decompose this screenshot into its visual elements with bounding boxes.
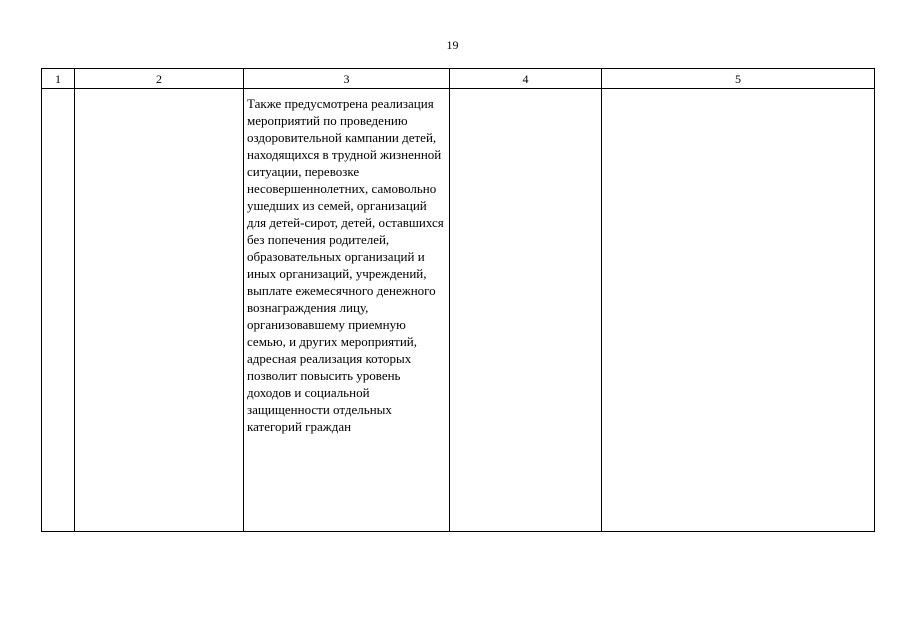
page-number: 19 <box>446 38 459 52</box>
column-header-2: 2 <box>75 69 244 89</box>
document-table <box>41 68 875 532</box>
cell-text <box>602 89 874 95</box>
table-cell-col1 <box>42 89 75 532</box>
cell-text <box>42 89 74 95</box>
column-header-1: 1 <box>42 69 75 89</box>
column-header-3: 3 <box>244 69 450 89</box>
cell-text-description: Также предусмотрена реализация мероприятий по проведению оздоровительной кампании детей, находящихся в трудной жизненной ситуации, перевозке несовершеннолетних, самовольно ушедших из семей, организаций для детей-сирот, детей, оставшихся без попечения родителей, образовательных организаций и иных организаций, учреждений, выплате ежемесячного денежного вознаграждения лицу, организовавшему приемную семью, и других мероприятий, адресная реализация которых позволит повысить уровень доходов и социальной защищенности отдельных категорий граждан <box>247 96 444 434</box>
table-cell-col5 <box>602 89 875 532</box>
table-cell-col2 <box>75 89 244 532</box>
table-header-row <box>42 69 875 89</box>
column-header-5: 5 <box>602 69 875 89</box>
table-cell-col3 <box>244 89 450 532</box>
cell-text <box>450 89 601 95</box>
table-cell-col4 <box>450 89 602 532</box>
table-row <box>42 89 875 532</box>
column-header-4: 4 <box>450 69 602 89</box>
cell-text <box>75 89 243 95</box>
